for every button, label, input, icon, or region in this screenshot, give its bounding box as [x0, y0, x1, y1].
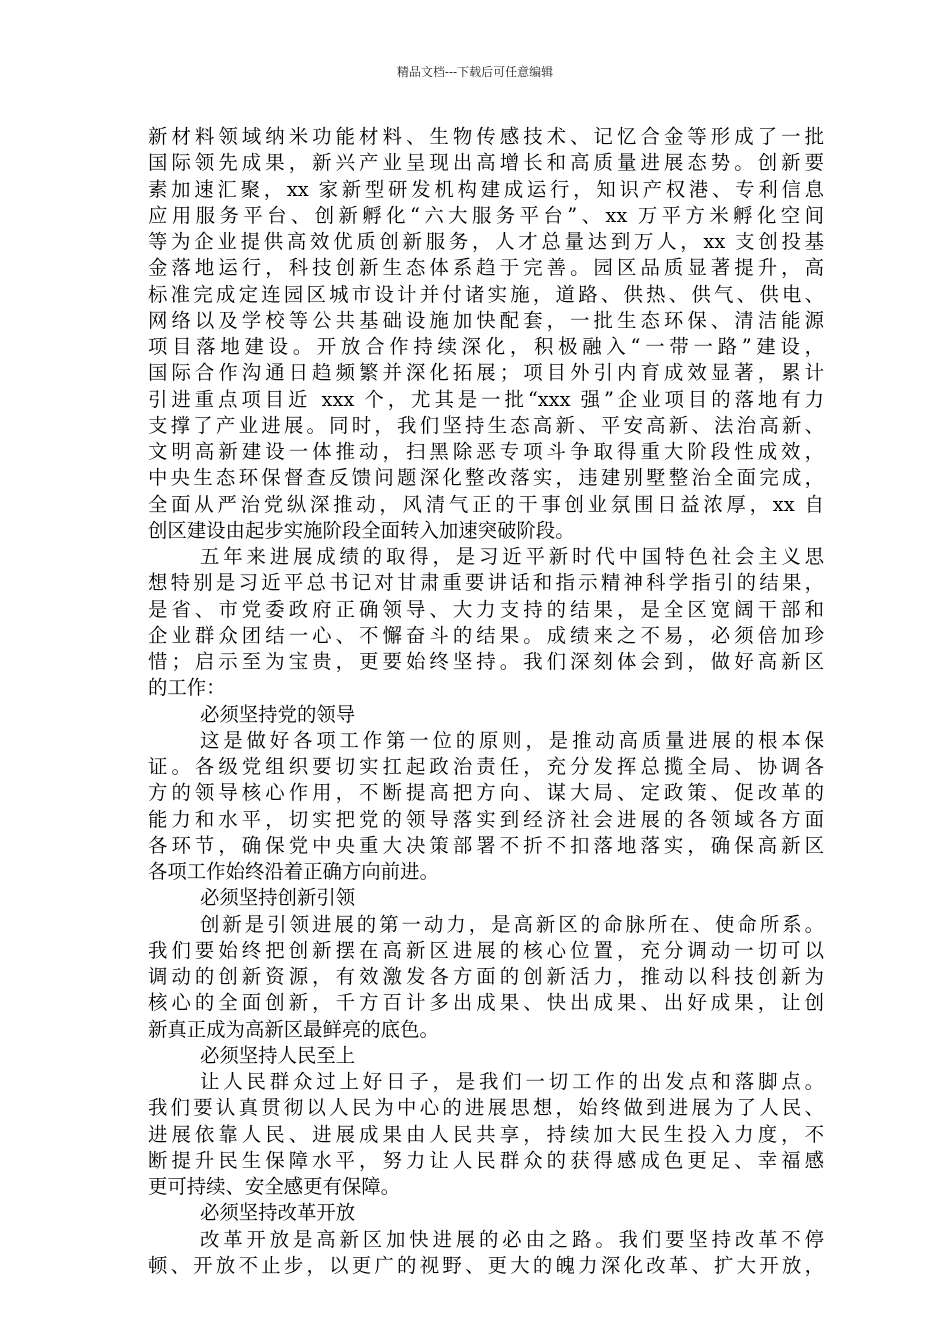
text-line: 创区建设由起步实施阶段全面转入加速突破阶段。 [148, 518, 575, 542]
text-line: 创新是引领进展的第一动力，是高新区的命脉所在、使命所系。 [200, 912, 824, 936]
text-line: 网络以及学校等公共基础设施加快配套，一批生态环保、清洁能源 [148, 308, 824, 332]
text-line: 改革开放是高新区加快进展的必由之路。我们要坚持改革不停 [200, 1227, 824, 1251]
text-line: 素加速汇聚，xx 家新型研发机构建成运行，知识产权港、专利信息 [148, 177, 824, 201]
text-line: 更可持续、安全感更有保障。 [148, 1175, 401, 1198]
text-line: 中央生态环保督查反馈问题深化整改落实，违建别墅整治全面完成， [148, 466, 824, 490]
document-body [148, 124, 824, 1279]
paragraph-reform-opening [148, 1227, 824, 1280]
text-line: 我们要认真贯彻以人民为中心的进展思想，始终做到进展为了人民、 [148, 1096, 824, 1120]
text-line: 项目落地建设。开放合作持续深化，积极融入“一带一路”建设， [148, 335, 824, 358]
text-line: 全面从严治党纵深推动，风清气正的干事创业氛围日益浓厚，xx 自 [148, 492, 824, 516]
heading-party-leadership [148, 702, 824, 728]
text-line: 核心的全面创新，千方百计多出成果、快出成果、出好成果，让创 [148, 991, 824, 1015]
text-line: 能力和水平，切实把党的领导落实到经济社会进展的各领域各方面 [148, 807, 824, 831]
text-line: 引进重点项目近 xxx 个，尤其是一批“xxx 强”企业项目的落地有力 [148, 387, 824, 411]
text-line: 是省、市党委政府正确领导、大力支持的结果，是全区宽阔干部和 [148, 597, 824, 621]
text-line: 惜；启示至为宝贵，更要始终坚持。我们深刻体会到，做好高新区 [148, 650, 824, 673]
text-line: 金落地运行，科技创新生态体系趋于完善。园区品质显著提升，高 [148, 256, 824, 280]
text-line: 各项工作始终沿着正确方向前进。 [148, 860, 439, 883]
text-line: 想特别是习近平总书记对甘肃重要讲话和指示精神科学指引的结果， [148, 571, 824, 595]
text-line: 进展依靠人民、进展成果由人民共享，持续加大民生投入力度，不 [148, 1122, 824, 1146]
text-line: 调动的创新资源，有效激发各方面的创新活力，推动以科技创新为 [148, 965, 824, 988]
text-line: 等为企业提供高效优质创新服务，人才总量达到万人，xx 支创投基 [148, 230, 824, 253]
text-line: 标准完成定连园区城市设计并付诸实施，道路、供热、供气、供电、 [148, 282, 824, 306]
paragraph-five-year-summary [148, 544, 824, 702]
text-line: 支撑了产业进展。同时，我们坚持生态高新、平安高新、法治高新、 [148, 413, 824, 437]
section-heading: 必须坚持改革开放 [200, 1201, 356, 1225]
text-line: 企业群众团结一心、不懈奋斗的结果。成绩来之不易，必须倍加珍 [148, 623, 824, 647]
heading-people-first [148, 1043, 824, 1069]
text-line: 方的领导核心作用，不断提高把方向、谋大局、定政策、促改革的 [148, 781, 824, 805]
text-line: 让人民群众过上好日子，是我们一切工作的出发点和落脚点。 [200, 1070, 824, 1093]
text-line: 应用服务平台、创新孵化“六大服务平台”、xx 万平方米孵化空间 [148, 203, 824, 227]
heading-innovation [148, 885, 824, 911]
paragraph-party-leadership [148, 728, 824, 886]
section-heading: 必须坚持人民至上 [200, 1043, 356, 1067]
text-line: 各环节，确保党中央重大决策部署不折不扣落地落实，确保高新区 [148, 833, 824, 857]
text-line: 国际领先成果，新兴产业呈现出高增长和高质量进展态势。创新要 [148, 151, 824, 175]
text-line: 五年来进展成绩的取得，是习近平新时代中国特色社会主义思 [200, 545, 824, 568]
section-heading: 必须坚持党的领导 [200, 702, 356, 726]
section-heading: 必须坚持创新引领 [200, 886, 356, 910]
text-line: 断提升民生保障水平，努力让人民群众的获得感成色更足、幸福感 [148, 1148, 824, 1172]
paragraph-people-first [148, 1069, 824, 1200]
text-line: 新真正成为高新区最鲜亮的底色。 [148, 1017, 439, 1041]
page-header: 精品文档---下载后可任意编辑 [396, 65, 554, 79]
text-line: 国际合作沟通日趋频繁并深化拓展；项目外引内育成效显著，累计 [148, 361, 824, 385]
text-line: 证。各级党组织要切实扛起政治责任，充分发挥总揽全局、协调各 [148, 755, 824, 778]
text-line: 的工作： [148, 676, 226, 700]
heading-reform-opening [148, 1200, 824, 1226]
text-line: 这是做好各项工作第一位的原则，是推动高质量进展的根本保 [200, 728, 824, 752]
text-line: 顿、开放不止步，以更广的视野、更大的魄力深化改革、扩大开放， [148, 1253, 824, 1277]
text-line: 新材料领域纳米功能材料、生物传感技术、记忆合金等形成了一批 [148, 125, 824, 148]
paragraph-innovation-achievements [148, 124, 824, 544]
text-line: 我们要始终把创新摆在高新区进展的核心位置，充分调动一切可以 [148, 938, 824, 962]
text-line: 文明高新建设一体推动，扫黑除恶专项斗争取得重大阶段性成效， [148, 440, 824, 463]
paragraph-innovation [148, 912, 824, 1043]
